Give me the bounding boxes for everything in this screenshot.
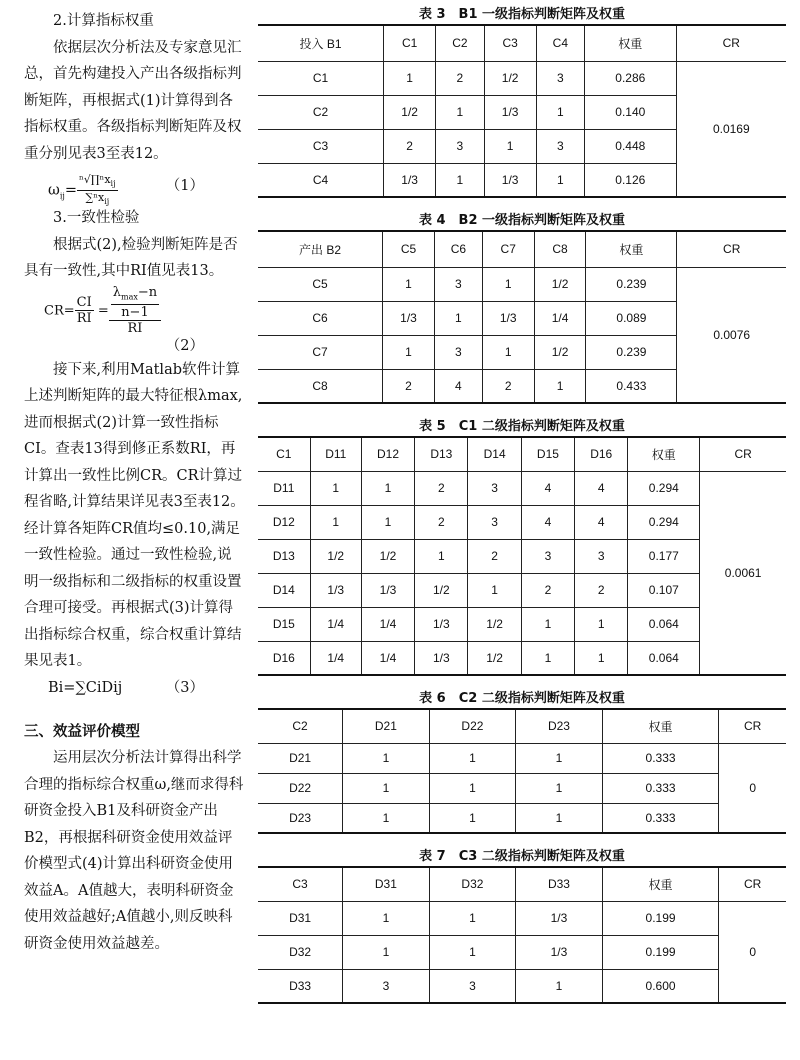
table-row	[258, 773, 786, 803]
table-cell: 1/4	[534, 301, 586, 335]
table-cell: 4	[521, 505, 574, 539]
table-cell: 3	[575, 539, 628, 573]
table-cell: 1/2	[468, 607, 521, 641]
table-header-cell: 权重	[628, 437, 700, 471]
table-cell: 3	[521, 539, 574, 573]
table-cell: 2	[383, 369, 435, 403]
table-cell: 1	[361, 505, 414, 539]
paragraph-calculation: 接下来,利用Matlab软件计算上述判断矩阵的最大特征根λmax,进而根据式(2)计算一致性指标CI。查表13得到修正系数RI，再计算出一致性比例CR。CR计算过程省略,计算结果详见表3至表12。经计算各矩阵CR值均≤0.10,满足一致性检验。通过一致性检验,说明一级指标和二级指标的权重设置合理可接受。再根据式(3)计算得出指标综合权重，综合权重计算结果见表1。	[24, 361, 245, 669]
table-cell: 2	[575, 573, 628, 607]
table-cell: 0.177	[628, 539, 700, 573]
table-cell: 2	[468, 539, 521, 573]
table-header-cell: 投入 B1	[258, 25, 384, 61]
tables-column	[258, 0, 786, 1004]
matrix-table	[258, 24, 786, 198]
table-header-row	[258, 437, 786, 471]
table-row	[258, 471, 786, 505]
table-cell: 2	[521, 573, 574, 607]
table-cell: 3	[468, 505, 521, 539]
table-caption: 表 4 B2 一级指标判断矩阵及权重	[418, 213, 626, 228]
table-cell: 1	[468, 573, 521, 607]
table-cell: D31	[258, 901, 343, 935]
table-cell: 1/3	[415, 607, 468, 641]
table-cell: C3	[258, 129, 384, 163]
table-header-cell: C4	[536, 25, 584, 61]
formula-3-expression: Bi=∑CiDij	[48, 679, 123, 696]
table-header-cell: C8	[534, 231, 586, 267]
table-cell: D21	[258, 743, 343, 773]
table-cell: 1/4	[310, 641, 361, 675]
table-header-cell: 权重	[584, 25, 676, 61]
table-row	[258, 803, 786, 833]
table-cell: 1	[343, 743, 430, 773]
table-header-cell: C1	[258, 437, 310, 471]
table-cell: 1	[534, 369, 586, 403]
table-cell: D11	[258, 471, 310, 505]
table-header-cell: C3	[484, 25, 536, 61]
table-header-cell: C6	[434, 231, 482, 267]
table-cell: 0.239	[586, 267, 677, 301]
table-header-cell: D22	[429, 709, 516, 743]
formula-3	[24, 675, 246, 705]
table-cell: 1	[436, 95, 484, 129]
table-cell: C7	[258, 335, 383, 369]
table-cell: 1	[516, 803, 603, 833]
table-cell: 3	[536, 129, 584, 163]
table-row	[258, 901, 786, 935]
table-cell: 1	[343, 803, 430, 833]
table-header-cell: C7	[482, 231, 534, 267]
cr-value-cell: 0.0061	[700, 471, 786, 675]
table-cell: 0.294	[628, 471, 700, 505]
table-cell: 1/4	[361, 641, 414, 675]
table-cell: 1	[343, 773, 430, 803]
table-cell: 0.333	[602, 743, 719, 773]
table-cell: 1	[484, 129, 536, 163]
table-cell: 3	[434, 267, 482, 301]
formula-1-expression: $\omega_{ij}=$ $\frac{^n√\prod^nx_{ij}}{\sum^nx_{ij}}$	[48, 173, 116, 207]
table-cell: 2	[415, 505, 468, 539]
table-cell: D15	[258, 607, 310, 641]
table-header-cell: D32	[429, 867, 516, 901]
table-cell: 1	[429, 743, 516, 773]
table-header-cell: D33	[516, 867, 603, 901]
table-cell: 1/3	[516, 935, 603, 969]
matrix-table	[258, 436, 786, 676]
table-cell: 1	[436, 163, 484, 197]
table-header-row	[258, 25, 786, 61]
table-cell: 2	[436, 61, 484, 95]
table-cell: 0.199	[602, 901, 719, 935]
table-cell: 1	[575, 607, 628, 641]
section-title: 三、效益评价模型	[24, 723, 140, 740]
table-cell: 1/2	[468, 641, 521, 675]
table-header-cell: D11	[310, 437, 361, 471]
table-cell: 0.433	[586, 369, 677, 403]
matrix-table	[258, 708, 786, 834]
table-cell: 0.333	[602, 803, 719, 833]
table-cell: 1	[516, 969, 603, 1003]
table-cell: D22	[258, 773, 343, 803]
table-cell: 3	[343, 969, 430, 1003]
formula-1	[24, 167, 246, 205]
table-header-cell: D13	[415, 437, 468, 471]
table-cell: 0.107	[628, 573, 700, 607]
table-cell: 1	[384, 61, 436, 95]
table-cell: 1	[536, 163, 584, 197]
formula-1-number: （1）	[165, 178, 204, 194]
table-header-cell: D16	[575, 437, 628, 471]
subheading-consistency: 3.一致性检验	[53, 210, 140, 226]
formula-3-number: （3）	[165, 679, 204, 696]
table-cell: 2	[482, 369, 534, 403]
table-header-cell: CR	[700, 437, 786, 471]
table-header-cell: D21	[343, 709, 430, 743]
table-cell: 0.448	[584, 129, 676, 163]
table-cell: D33	[258, 969, 343, 1003]
cr-value-cell: 0.0169	[676, 61, 786, 197]
table-cell: 4	[521, 471, 574, 505]
table-header-cell: 产出 B2	[258, 231, 383, 267]
table-caption: 表 3 B1 一级指标判断矩阵及权重	[418, 7, 626, 22]
table-cell: 1	[516, 743, 603, 773]
table-cell: D12	[258, 505, 310, 539]
table-cell: 3	[436, 129, 484, 163]
table-header-cell: D31	[343, 867, 430, 901]
table-header-cell: CR	[719, 709, 786, 743]
table-header-row	[258, 709, 786, 743]
table-header-cell: 权重	[586, 231, 677, 267]
table-cell: 0.239	[586, 335, 677, 369]
table-cell: 2	[384, 129, 436, 163]
table-cell: 1/3	[310, 573, 361, 607]
formula-2	[24, 285, 246, 357]
table-cell: 1	[383, 335, 435, 369]
table-header-cell: C3	[258, 867, 343, 901]
table-cell: 1/2	[484, 61, 536, 95]
cr-value-cell: 0	[719, 901, 786, 1003]
table-header-cell: D14	[468, 437, 521, 471]
table-cell: 1	[536, 95, 584, 129]
table-cell: C5	[258, 267, 383, 301]
table-cell: 0.089	[586, 301, 677, 335]
formula-2-number: （2）	[165, 337, 204, 354]
table-cell: 1	[310, 505, 361, 539]
table-header-cell: D23	[516, 709, 603, 743]
table-cell: 1	[482, 267, 534, 301]
table-cell: 1	[429, 803, 516, 833]
table-caption: 表 5 C1 二级指标判断矩阵及权重	[419, 419, 625, 434]
table-cell: 1/3	[384, 163, 436, 197]
table-cell: 1/2	[384, 95, 436, 129]
table-cell: 1/2	[415, 573, 468, 607]
table-cell: 1/3	[484, 95, 536, 129]
paragraph-weights: 依据层次分析法及专家意见汇总，首先构建投入产出各级指标判断矩阵，再根据式(1)计算得到各指标权重。各级指标判断矩阵及权重分别见表3至表12。	[24, 39, 242, 162]
table-row	[258, 935, 786, 969]
table-header-cell: 权重	[602, 867, 719, 901]
table-cell: 1	[429, 901, 516, 935]
table-cell: 1/3	[415, 641, 468, 675]
table-cell: 1	[429, 773, 516, 803]
table-cell: 3	[434, 335, 482, 369]
table-cell: 1	[429, 935, 516, 969]
table-cell: 1	[434, 301, 482, 335]
table-cell: 4	[575, 505, 628, 539]
table-cell: 1	[521, 607, 574, 641]
table-cell: 0.140	[584, 95, 676, 129]
formula-2-expression: CR= $\frac{CI}{RI}$ = $\lambda_{max}-n$ n−1 RI	[44, 285, 161, 337]
table-caption: 表 7 C3 二级指标判断矩阵及权重	[419, 849, 625, 864]
table-row	[258, 267, 786, 301]
table-cell: 1	[383, 267, 435, 301]
table-header-cell: C5	[383, 231, 435, 267]
table-cell: 1	[521, 641, 574, 675]
table-row	[258, 969, 786, 1003]
table-cell: 4	[434, 369, 482, 403]
body-text-column	[24, 8, 246, 957]
table-header-cell: 权重	[602, 709, 719, 743]
table-cell: 1	[310, 471, 361, 505]
table-cell: 0.286	[584, 61, 676, 95]
cr-value-cell: 0.0076	[677, 267, 786, 403]
table-cell: 1	[575, 641, 628, 675]
table-cell: C1	[258, 61, 384, 95]
table-cell: 3	[536, 61, 584, 95]
table-cell: 1	[343, 901, 430, 935]
matrix-table	[258, 230, 786, 404]
table-cell: D32	[258, 935, 343, 969]
table-cell: C2	[258, 95, 384, 129]
table-header-cell: CR	[676, 25, 786, 61]
table-cell: 0.294	[628, 505, 700, 539]
table-header-cell: D12	[361, 437, 414, 471]
table-cell: 0.199	[602, 935, 719, 969]
table-cell: 1	[415, 539, 468, 573]
table-header-cell: CR	[677, 231, 786, 267]
table-header-cell: C2	[436, 25, 484, 61]
table-cell: C8	[258, 369, 383, 403]
table-cell: 1	[343, 935, 430, 969]
table-cell: 1	[482, 335, 534, 369]
table-cell: 1/3	[361, 573, 414, 607]
table-cell: 1	[516, 773, 603, 803]
table-cell: C6	[258, 301, 383, 335]
table-cell: D14	[258, 573, 310, 607]
table-cell: D13	[258, 539, 310, 573]
table-cell: 1/2	[534, 267, 586, 301]
table-cell: 1/2	[310, 539, 361, 573]
paragraph-model: 运用层次分析法计算得出科学合理的指标综合权重ω,继而求得科研资金投入B1及科研资金产出B2，再根据科研资金使用效益评价模型式(4)计算出科研资金使用效益A。A值越大，表明科研资金使用效益越好;A值越小,则反映科研资金使用效益越差。	[24, 750, 244, 952]
table-cell: D23	[258, 803, 343, 833]
table-cell: 2	[415, 471, 468, 505]
table-cell: 0.064	[628, 641, 700, 675]
table-header-cell: C2	[258, 709, 343, 743]
table-cell: 3	[429, 969, 516, 1003]
table-header-cell: CR	[719, 867, 786, 901]
table-cell: 1/2	[534, 335, 586, 369]
table-cell: 1	[361, 471, 414, 505]
table-cell: 1/3	[482, 301, 534, 335]
table-header-row	[258, 231, 786, 267]
table-cell: 0.126	[584, 163, 676, 197]
table-cell: 1/3	[516, 901, 603, 935]
cr-value-cell: 0	[719, 743, 786, 833]
table-header-cell: D15	[521, 437, 574, 471]
table-cell: C4	[258, 163, 384, 197]
matrix-table	[258, 866, 786, 1004]
table-cell: 1/4	[310, 607, 361, 641]
table-cell: 1/3	[383, 301, 435, 335]
paragraph-consistency: 根据式(2),检验判断矩阵是否具有一致性,其中RI值见表13。	[24, 236, 238, 279]
table-row	[258, 61, 786, 95]
table-caption: 表 6 C2 二级指标判断矩阵及权重	[419, 691, 625, 706]
subheading-calc-weights: 2.计算指标权重	[53, 13, 154, 29]
table-header-row	[258, 867, 786, 901]
table-cell: D16	[258, 641, 310, 675]
table-cell: 4	[575, 471, 628, 505]
table-cell: 0.333	[602, 773, 719, 803]
table-cell: 1/3	[484, 163, 536, 197]
table-cell: 1/2	[361, 539, 414, 573]
table-row	[258, 743, 786, 773]
table-cell: 0.600	[602, 969, 719, 1003]
table-cell: 1/4	[361, 607, 414, 641]
table-cell: 0.064	[628, 607, 700, 641]
table-cell: 3	[468, 471, 521, 505]
table-header-cell: C1	[384, 25, 436, 61]
